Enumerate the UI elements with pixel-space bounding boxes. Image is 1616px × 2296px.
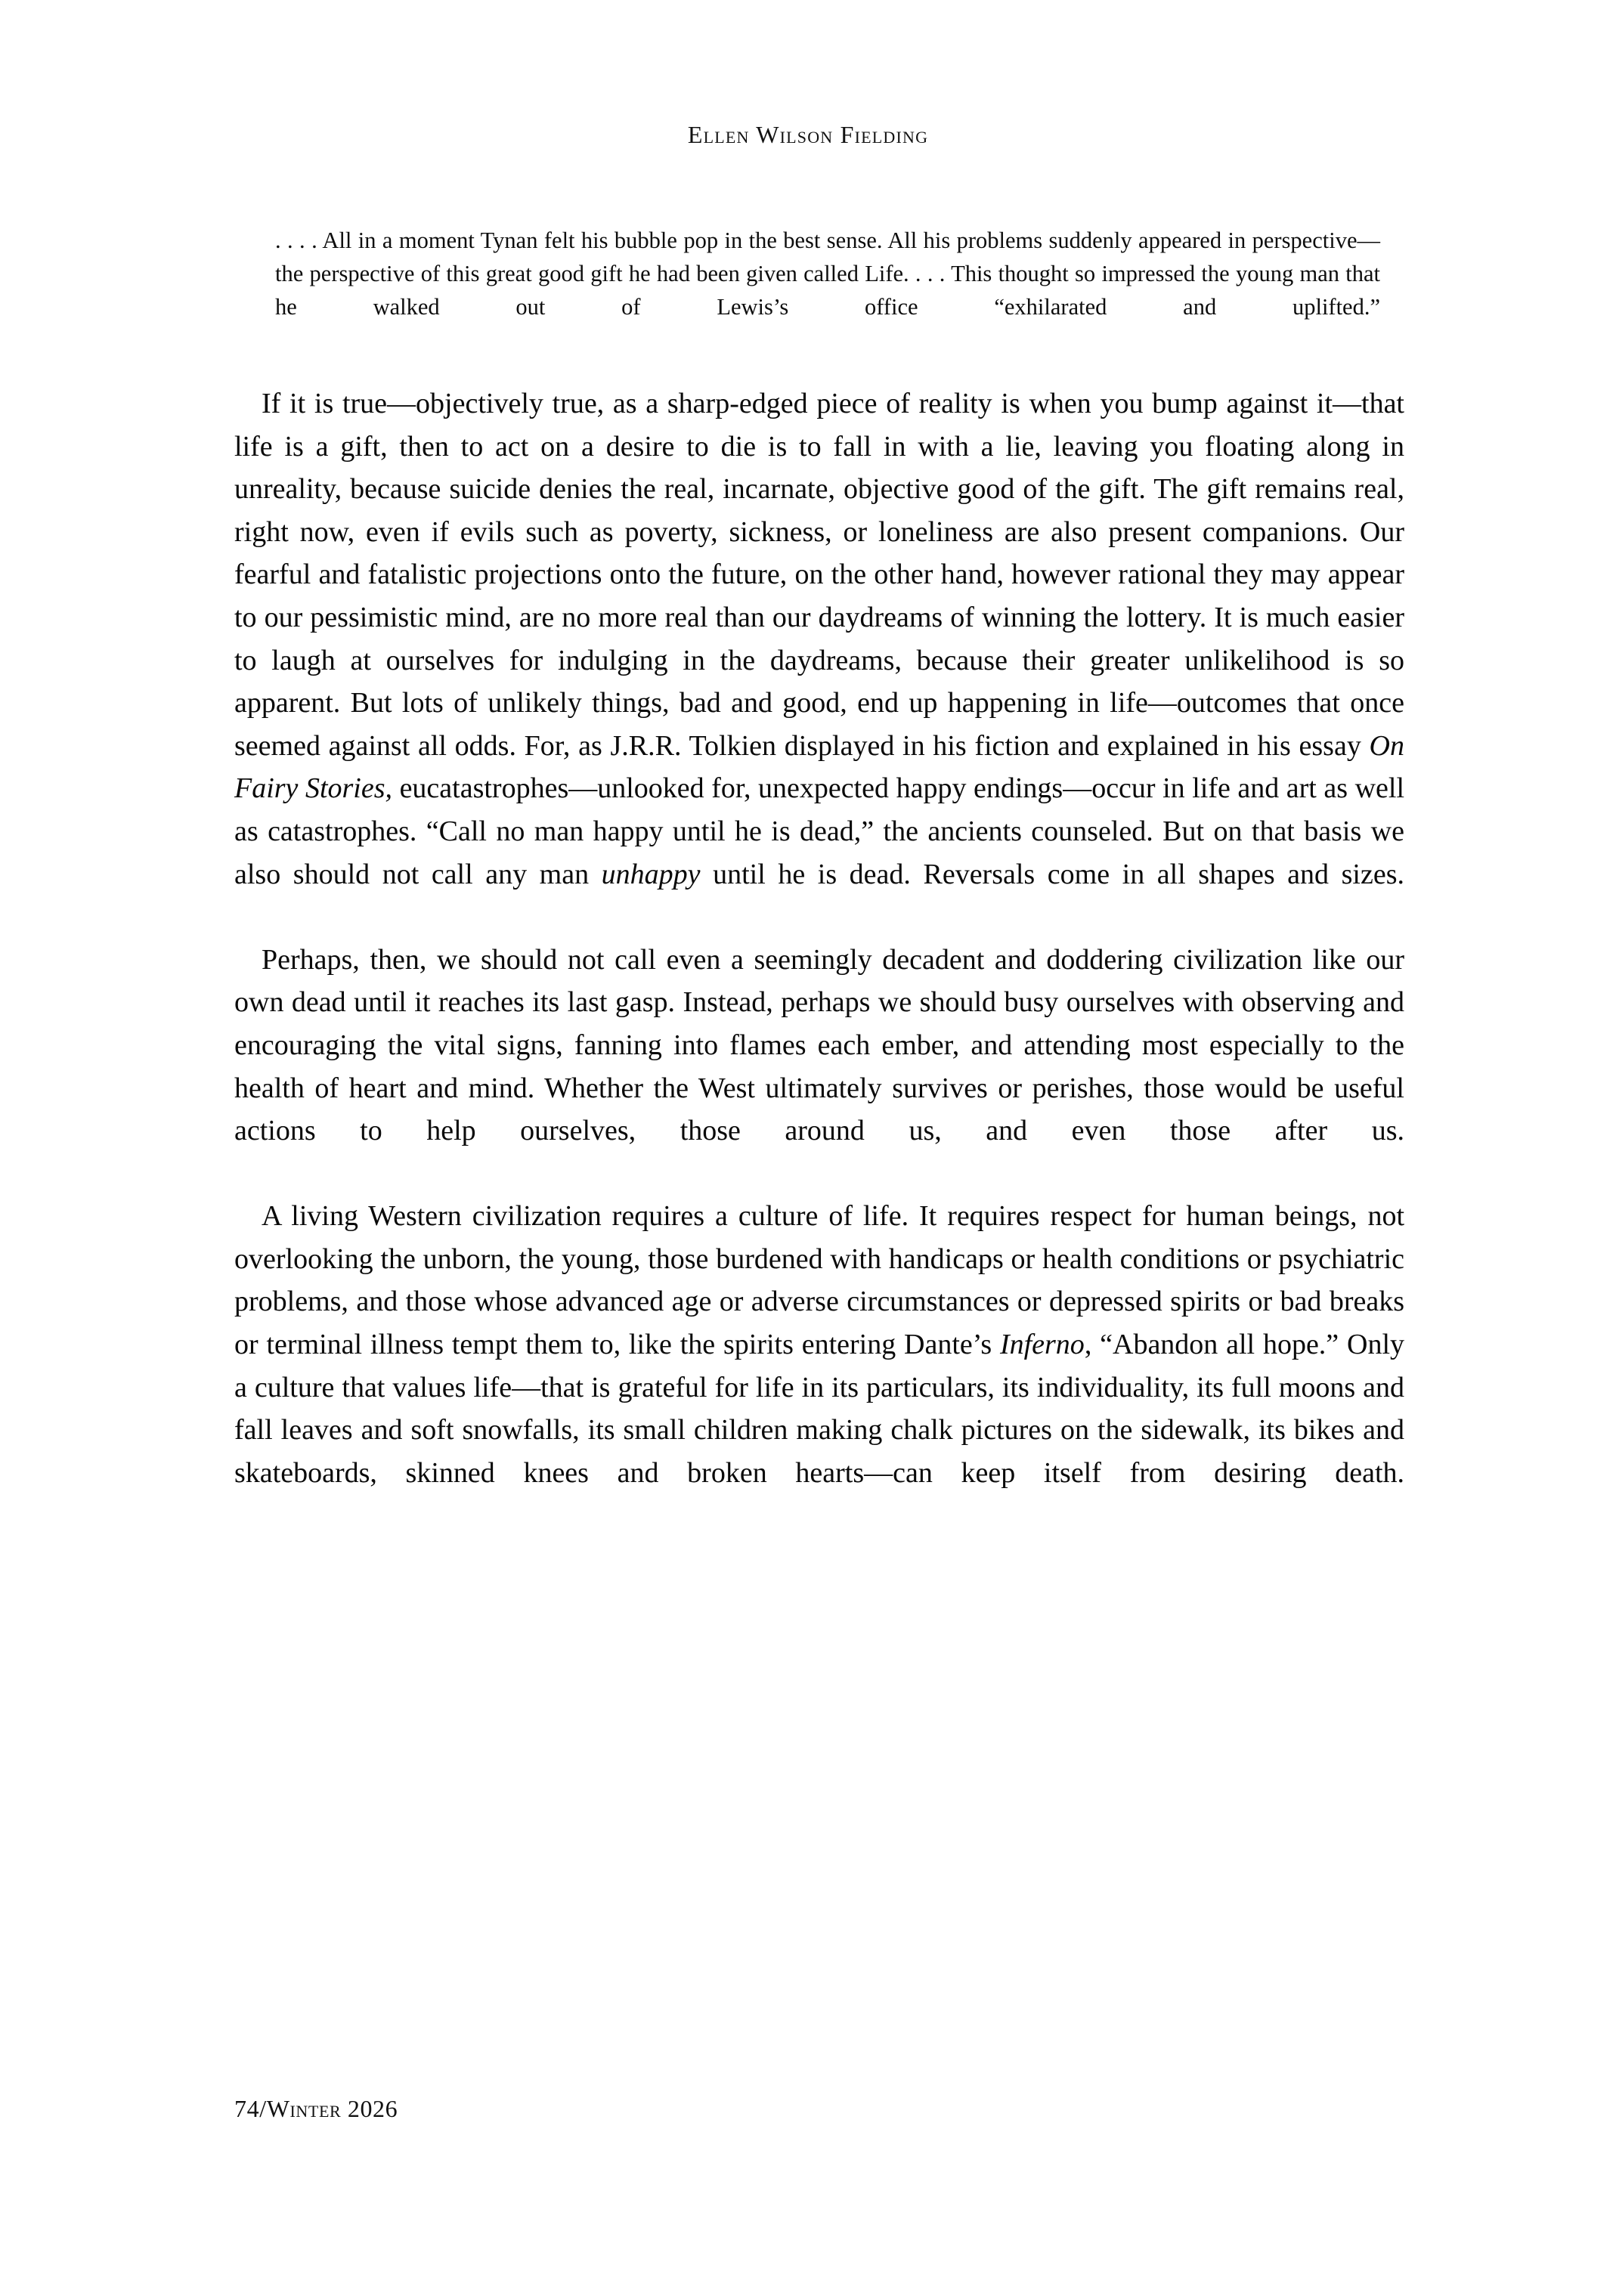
paragraph-2	[234, 939, 1404, 1196]
text-run: A living Western civilization requires a culture of life. It requires respect for human beings, not overlooking the unborn, the young, those burdened with handicaps or health conditions or psychiatric problems, and those whose advanced age or adverse circumstances or depressed spirits or bad breaks or terminal illness tempt them to, like the spirits entering Dante’s	[234, 1200, 1404, 1361]
italic-title: Inferno	[999, 1329, 1085, 1361]
text-run: Perhaps, then, we should not call even a seemingly decadent and doddering civilization like our own dead until it reaches its last gasp. Instead, perhaps we should busy ourselves with observing and encouraging the vital signs, fanning into flames each ember, and attending most especially to the health of heart and mind. Whether the West ultimately survives or perishes, those would be useful actions to help ourselves, those around us, and even those after us.	[234, 943, 1404, 1147]
italic-title: On Fairy Stories,	[234, 729, 1404, 805]
text-run: until he is dead. Reversals come in all shapes and sizes.	[700, 858, 1404, 890]
block-quote	[275, 224, 1380, 357]
italic-title: unhappy	[601, 858, 701, 890]
text-run: If it is true—objectively true, as a sharp-edged piece of reality is when you bump against it—that life is a gift, then to act on a desire to die is to fall in with a lie, leaving you floating along in unreality, because suicide denies the real, incarnate, objective good of the gift. The gift remains real, right now, even if evils such as poverty, sickness, or loneliness are also present companions. Our fearful and fatalistic projections onto the future, on the other hand, however rational they may appear to our pessimistic mind, are no more real than our daydreams of winning the lottery. It is much easier to laugh at ourselves for indulging in the daydreams, because their greater unlikelihood is so apparent. But lots of unlikely things, bad and good, end up happening in life—outcomes that once seemed against all odds. For, as J.R.R. Tolkien displayed in his fiction and explained in his essay	[234, 388, 1404, 762]
text-run: , “Abandon all hope.” Only a culture that values life—that is grateful for life in its particulars, its individuality, its full moons and fall leaves and soft snowfalls, its small children making chalk pictures on the sidewalk, its bikes and skateboards, skinned knees and broken hearts—can keep itself from desiring death.	[234, 1329, 1405, 1489]
paragraph-3	[234, 1195, 1404, 1537]
text-run: eucatastrophes—unlooked for, unexpected happy endings—occur in life and art as well as catastrophes. “Call no man happy until he is dead,” the ancients counseled. But on that basis we also should not call any man	[234, 772, 1405, 890]
body-text	[234, 382, 1404, 1537]
paragraph-1	[234, 382, 1404, 939]
running-head: Ellen Wilson Fielding	[687, 121, 929, 148]
text-column	[234, 224, 1404, 1537]
page-folio: 74/Winter 2026	[234, 2095, 398, 2122]
block-quote-text: . . . . All in a moment Tynan felt his bubble pop in the best sense. All his problems suddenly appeared in perspective—the perspective of this great good gift he had been given called Life. . . . This thought so impressed the young man that he walked out of Lewis’s office “exhilarated and uplifted.”	[275, 227, 1380, 320]
